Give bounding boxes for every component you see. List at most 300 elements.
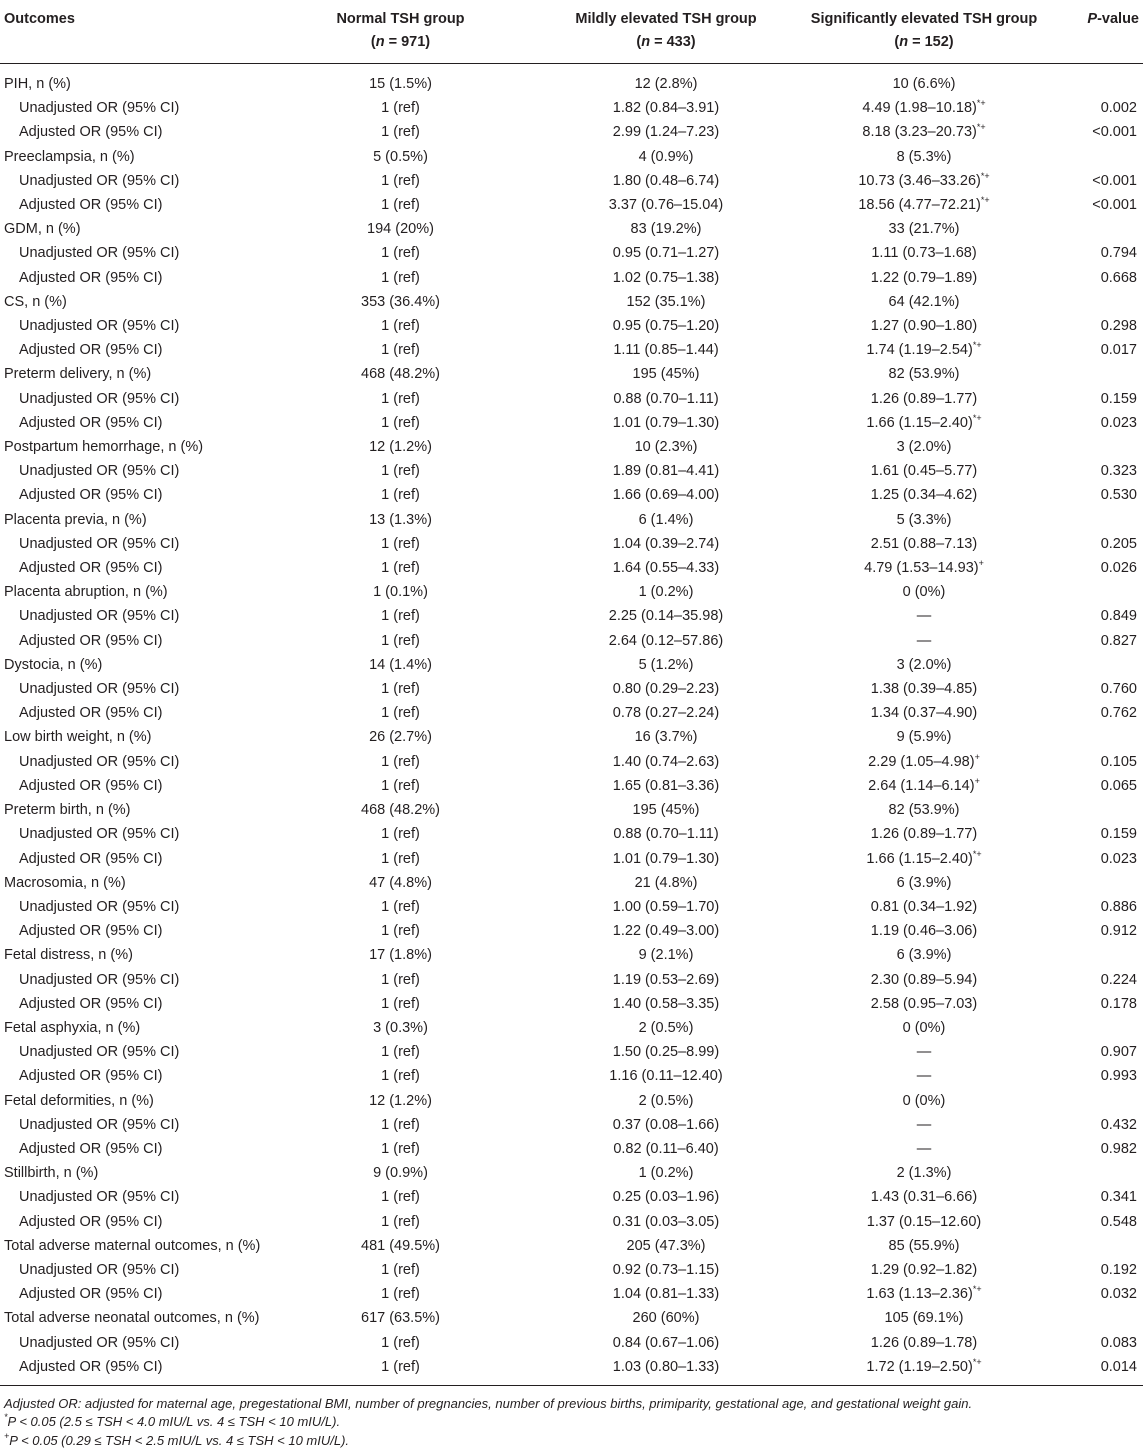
cell-mildly-elevated-tsh: 1.11 (0.85–1.44): [613, 342, 719, 359]
cell-mildly-elevated-tsh: 0.95 (0.71–1.27): [612, 245, 720, 262]
cell-mildly-elevated-tsh: 2.99 (1.24–7.23): [612, 124, 720, 141]
cell-p-value: 0.002: [1100, 100, 1137, 117]
row-label: Unadjusted OR (95% CI): [19, 753, 180, 770]
table-row-outcome: [0, 290, 1143, 314]
row-label: Adjusted OR (95% CI): [19, 705, 163, 722]
cell-normal-tsh: 1 (ref): [381, 777, 420, 794]
row-label: Adjusted OR (95% CI): [19, 1286, 163, 1303]
cell-value: 1.34 (0.37–4.90): [870, 705, 978, 722]
cell-p-value: [1059, 580, 1143, 604]
row-label: Unadjusted OR (95% CI): [19, 898, 180, 915]
cell-significantly-elevated-tsh: [789, 411, 1059, 435]
table-row-outcome: [0, 653, 1143, 677]
cell-significantly-elevated-tsh: [789, 96, 1059, 120]
cell-significantly-elevated-tsh: [789, 120, 1059, 144]
table-row-or: [0, 992, 1143, 1016]
cell-normal-tsh: 1 (ref): [381, 850, 420, 867]
row-label: Adjusted OR (95% CI): [19, 487, 163, 504]
table-row-or: [0, 604, 1143, 628]
cell-mildly-elevated-tsh: 0.82 (0.11–6.40): [613, 1140, 719, 1157]
cell-mildly-elevated-tsh: 1 (0.2%): [638, 584, 694, 601]
cell-significantly-elevated-tsh: [789, 798, 1059, 822]
cell-significantly-elevated-tsh: [789, 1282, 1059, 1306]
row-label: Preterm delivery, n (%): [4, 366, 152, 383]
cell-value: 1.11 (0.73–1.68): [871, 245, 977, 262]
cell-mildly-elevated-tsh: 195 (45%): [632, 802, 700, 819]
table-row-outcome: [0, 580, 1143, 604]
cell-value: 82 (53.9%): [888, 366, 960, 383]
row-label: Macrosomia, n (%): [4, 874, 126, 891]
table-row-outcome: [0, 145, 1143, 169]
table-row-outcome: [0, 64, 1143, 97]
cell-mildly-elevated-tsh: 0.88 (0.70–1.11): [613, 390, 719, 407]
cell-p-value: 0.849: [1100, 608, 1137, 625]
row-label: Unadjusted OR (95% CI): [19, 318, 180, 335]
cell-mildly-elevated-tsh: 2.64 (0.12–57.86): [608, 632, 724, 649]
cell-normal-tsh: 1 (ref): [381, 342, 420, 359]
header-outcomes: Outcomes: [0, 0, 258, 64]
cell-normal-tsh: 1 (ref): [258, 1355, 543, 1386]
row-label: Unadjusted OR (95% CI): [19, 390, 180, 407]
table-row-or: [0, 1355, 1143, 1386]
cell-value: 1.37 (0.15–12.60): [866, 1213, 982, 1230]
cell-value: 1.29 (0.92–1.82): [870, 1261, 978, 1278]
table-row-or: [0, 919, 1143, 943]
table-row-or: [0, 1210, 1143, 1234]
footnote: [0, 1432, 1143, 1450]
table-row-outcome: [0, 508, 1143, 532]
cell-significantly-elevated-tsh: [789, 314, 1059, 338]
row-label: Fetal deformities, n (%): [4, 1092, 154, 1109]
cell-value: 1.19 (0.46–3.06): [870, 923, 978, 940]
row-label: Unadjusted OR (95% CI): [19, 608, 180, 625]
cell-mildly-elevated-tsh: 0.95 (0.75–1.20): [612, 318, 720, 335]
group-n-value: = 971): [384, 34, 431, 50]
row-label: Stillbirth, n (%): [4, 1165, 99, 1182]
significance-marker: *+: [980, 170, 990, 181]
table-row-or: [0, 193, 1143, 217]
cell-p-value: <0.001: [1092, 124, 1137, 141]
cell-significantly-elevated-tsh: [789, 1161, 1059, 1185]
cell-value: 9 (5.9%): [896, 729, 952, 746]
cell-mildly-elevated-tsh: 1.22 (0.49–3.00): [612, 923, 720, 940]
cell-p-value: 0.298: [1100, 318, 1137, 335]
cell-normal-tsh: 1 (ref): [381, 898, 420, 915]
cell-significantly-elevated-tsh: [789, 992, 1059, 1016]
table-row-or: [0, 169, 1143, 193]
table-row-or: [0, 629, 1143, 653]
cell-significantly-elevated-tsh: [789, 217, 1059, 241]
cell-value: 2 (1.3%): [896, 1165, 952, 1182]
table-row-or: [0, 1282, 1143, 1306]
cell-significantly-elevated-tsh: [789, 145, 1059, 169]
cell-value: 1.66 (1.15–2.40): [866, 414, 973, 431]
cell-value: 2.29 (1.05–4.98): [868, 753, 975, 770]
cell-normal-tsh: 1 (ref): [381, 560, 420, 577]
cell-p-value: 0.026: [1100, 560, 1137, 577]
row-label: Adjusted OR (95% CI): [19, 995, 163, 1012]
cell-significantly-elevated-tsh: [789, 677, 1059, 701]
cell-normal-tsh: 194 (20%): [367, 221, 434, 238]
table-body: [0, 64, 1143, 1386]
table-row-outcome: [0, 1089, 1143, 1113]
significance-marker: *+: [972, 412, 982, 423]
row-label: Unadjusted OR (95% CI): [19, 1334, 180, 1351]
cell-significantly-elevated-tsh: [789, 968, 1059, 992]
table-row-outcome: [0, 1234, 1143, 1258]
cell-value: 18.56 (4.77–72.21): [858, 197, 981, 214]
header-significantly-elevated-tsh: [789, 0, 1059, 64]
cell-mildly-elevated-tsh: 260 (60%): [632, 1310, 700, 1327]
cell-p-value: 0.023: [1100, 414, 1137, 431]
cell-p-value: 0.982: [1100, 1140, 1137, 1157]
cell-p-value: 0.083: [1100, 1334, 1137, 1351]
group-n-label: n: [641, 34, 651, 50]
table-row-or: [0, 895, 1143, 919]
row-label: Unadjusted OR (95% CI): [19, 971, 180, 988]
cell-significantly-elevated-tsh: [789, 1089, 1059, 1113]
header-mildly-elevated-tsh: [543, 0, 789, 64]
cell-p-value: [1059, 1234, 1143, 1258]
cell-mildly-elevated-tsh: 0.25 (0.03–1.96): [612, 1189, 720, 1206]
cell-value: 105 (69.1%): [884, 1310, 964, 1327]
cell-significantly-elevated-tsh: [789, 193, 1059, 217]
cell-p-value: [1059, 798, 1143, 822]
cell-normal-tsh: 1 (ref): [381, 1286, 420, 1303]
cell-normal-tsh: 1 (ref): [381, 1189, 420, 1206]
cell-p-value: [1059, 1161, 1143, 1185]
group-n-value: = 433): [650, 34, 696, 50]
cell-normal-tsh: 1 (ref): [381, 245, 420, 262]
table-row-outcome: [0, 943, 1143, 967]
cell-mildly-elevated-tsh: 205 (47.3%): [626, 1237, 706, 1254]
cell-normal-tsh: 468 (48.2%): [361, 366, 440, 383]
cell-value: 1.63 (1.13–2.36): [866, 1286, 973, 1303]
cell-significantly-elevated-tsh: [789, 919, 1059, 943]
cell-normal-tsh: 353 (36.4%): [361, 293, 440, 310]
cell-normal-tsh: 1 (ref): [381, 197, 420, 214]
cell-value: 4.49 (1.98–10.18): [862, 100, 977, 117]
cell-normal-tsh: 3 (0.3%): [373, 1019, 428, 1036]
footnote-text: P < 0.05 (2.5 ≤ TSH < 4.0 mIU/L vs. 4 ≤ TSH < 10 mIU/L).: [7, 1414, 341, 1430]
cell-significantly-elevated-tsh: [789, 822, 1059, 846]
cell-mildly-elevated-tsh: 1.89 (0.81–4.41): [612, 463, 720, 480]
table-row-or: [0, 338, 1143, 362]
cell-significantly-elevated-tsh: [789, 943, 1059, 967]
row-label: Unadjusted OR (95% CI): [19, 100, 180, 117]
cell-mildly-elevated-tsh: 0.37 (0.08–1.66): [612, 1116, 720, 1133]
row-label: Adjusted OR (95% CI): [19, 269, 163, 286]
cell-p-value: 0.548: [1100, 1213, 1137, 1230]
cell-significantly-elevated-tsh: [789, 532, 1059, 556]
cell-mildly-elevated-tsh: 1 (0.2%): [638, 1165, 694, 1182]
table-row-or: [0, 1258, 1143, 1282]
cell-p-value: [1059, 1089, 1143, 1113]
cell-significantly-elevated-tsh: [789, 1185, 1059, 1209]
cell-normal-tsh: 1 (ref): [381, 463, 420, 480]
cell-p-value: [1059, 1016, 1143, 1040]
cell-normal-tsh: 1 (ref): [381, 318, 420, 335]
cell-significantly-elevated-tsh: [789, 653, 1059, 677]
cell-value: 3 (2.0%): [896, 656, 952, 673]
row-label: Placenta previa, n (%): [4, 511, 147, 528]
cell-mildly-elevated-tsh: 1.65 (0.81–3.36): [612, 777, 720, 794]
cell-value: 1.38 (0.39–4.85): [870, 681, 978, 698]
cell-p-value: 0.159: [1100, 826, 1137, 843]
cell-normal-tsh: 17 (1.8%): [369, 947, 432, 964]
cell-significantly-elevated-tsh: [789, 290, 1059, 314]
cell-normal-tsh: 1 (ref): [381, 826, 420, 843]
table-row-outcome: [0, 435, 1143, 459]
table-row-or: [0, 387, 1143, 411]
row-label: Dystocia, n (%): [4, 656, 103, 673]
cell-value: 1.25 (0.34–4.62): [870, 487, 978, 504]
cell-p-value: 0.794: [1100, 245, 1137, 262]
cell-normal-tsh: 26 (2.7%): [369, 729, 432, 746]
p-italic: P: [1087, 11, 1098, 27]
table-row-outcome: [0, 871, 1143, 895]
cell-value: 85 (55.9%): [888, 1237, 960, 1254]
cell-mildly-elevated-tsh: 2 (0.5%): [638, 1019, 694, 1036]
cell-value: 1.61 (0.45–5.77): [870, 463, 978, 480]
cell-normal-tsh: 1 (0.1%): [373, 584, 428, 601]
cell-normal-tsh: 1 (ref): [381, 971, 420, 988]
cell-p-value: 0.341: [1100, 1189, 1137, 1206]
cell-p-value: 0.224: [1100, 971, 1137, 988]
table-row-outcome: [0, 1161, 1143, 1185]
table-footnotes: [0, 1395, 1143, 1450]
significance-marker: *+: [976, 98, 986, 109]
cell-p-value: 0.105: [1100, 753, 1137, 770]
cell-mildly-elevated-tsh: 1.82 (0.84–3.91): [612, 100, 720, 117]
table-row-or: [0, 1040, 1143, 1064]
cell-value: 1.26 (0.89–1.77): [870, 826, 978, 843]
cell-normal-tsh: 1 (ref): [381, 1116, 420, 1133]
cell-normal-tsh: 1 (ref): [381, 1140, 420, 1157]
row-label: Unadjusted OR (95% CI): [19, 826, 180, 843]
cell-p-value: [1059, 290, 1143, 314]
cell-value: 2.58 (0.95–7.03): [870, 995, 978, 1012]
cell-normal-tsh: 1 (ref): [381, 632, 420, 649]
row-label: Unadjusted OR (95% CI): [19, 681, 180, 698]
table-row-or: [0, 411, 1143, 435]
table-row-outcome: [0, 725, 1143, 749]
footnote: [0, 1413, 1143, 1432]
cell-p-value: 0.017: [1100, 342, 1137, 359]
cell-value: 1.26 (0.89–1.77): [870, 390, 978, 407]
cell-significantly-elevated-tsh: [789, 1016, 1059, 1040]
cell-p-value: 0.432: [1100, 1116, 1137, 1133]
cell-p-value: 0.032: [1100, 1286, 1137, 1303]
cell-mildly-elevated-tsh: 1.04 (0.39–2.74): [612, 535, 720, 552]
cell-value: 8 (5.3%): [896, 148, 952, 165]
cell-value: 2.30 (0.89–5.94): [870, 971, 978, 988]
cell-value: 1.72 (1.19–2.50): [866, 1358, 973, 1375]
cell-normal-tsh: 1 (ref): [381, 1044, 420, 1061]
cell-normal-tsh: 1 (ref): [381, 1068, 420, 1085]
cell-normal-tsh: 47 (4.8%): [369, 874, 432, 891]
cell-mildly-elevated-tsh: 16 (3.7%): [634, 729, 698, 746]
significance-marker: *+: [980, 195, 990, 206]
cell-significantly-elevated-tsh: [789, 556, 1059, 580]
cell-mildly-elevated-tsh: 1.16 (0.11–12.40): [609, 1068, 723, 1085]
table-row-outcome: [0, 1306, 1143, 1330]
cell-mildly-elevated-tsh: 1.40 (0.58–3.35): [612, 995, 720, 1012]
cell-mildly-elevated-tsh: 2 (0.5%): [638, 1092, 694, 1109]
cell-significantly-elevated-tsh: [789, 241, 1059, 265]
cell-significantly-elevated-tsh: [789, 1064, 1059, 1088]
group-n-value: = 152): [908, 34, 954, 50]
cell-significantly-elevated-tsh: [789, 64, 1059, 97]
cell-mildly-elevated-tsh: 1.01 (0.79–1.30): [612, 414, 720, 431]
cell-p-value: [1059, 145, 1143, 169]
cell-p-value: 0.192: [1100, 1261, 1137, 1278]
row-label: Adjusted OR (95% CI): [19, 124, 163, 141]
group-name: Mildly elevated TSH group: [575, 11, 757, 27]
cell-normal-tsh: 1 (ref): [381, 1213, 420, 1230]
cell-normal-tsh: 1 (ref): [381, 100, 420, 117]
cell-normal-tsh: 1 (ref): [381, 1261, 420, 1278]
cell-p-value: 0.205: [1100, 535, 1137, 552]
cell-mildly-elevated-tsh: 12 (2.8%): [634, 76, 698, 92]
cell-value: 6 (3.9%): [896, 947, 952, 964]
cell-value: —: [916, 1116, 932, 1133]
cell-significantly-elevated-tsh: [789, 774, 1059, 798]
cell-mildly-elevated-tsh: 0.88 (0.70–1.11): [613, 826, 719, 843]
row-label: Adjusted OR (95% CI): [19, 1213, 163, 1230]
row-label: Adjusted OR (95% CI): [19, 342, 163, 359]
table-row-or: [0, 847, 1143, 871]
cell-p-value: [1059, 653, 1143, 677]
table-row-or: [0, 701, 1143, 725]
cell-p-value: [1059, 435, 1143, 459]
cell-value: 8.18 (3.23–20.73): [862, 124, 977, 141]
cell-significantly-elevated-tsh: [789, 895, 1059, 919]
significance-marker: +: [974, 751, 980, 762]
cell-significantly-elevated-tsh: [789, 387, 1059, 411]
cell-p-value: <0.001: [1092, 197, 1137, 214]
cell-p-value: 0.065: [1100, 777, 1137, 794]
cell-normal-tsh: 617 (63.5%): [361, 1310, 440, 1327]
cell-mildly-elevated-tsh: 10 (2.3%): [634, 439, 698, 456]
row-label: Preeclampsia, n (%): [4, 148, 135, 165]
cell-normal-tsh: 1 (ref): [381, 535, 420, 552]
cell-value: 10.73 (3.46–33.26): [858, 172, 981, 189]
group-name: Significantly elevated TSH group: [810, 11, 1038, 27]
group-n-label: n: [375, 34, 385, 50]
table-row-or: [0, 314, 1143, 338]
cell-significantly-elevated-tsh: [789, 1306, 1059, 1330]
row-label: Total adverse neonatal outcomes, n (%): [4, 1310, 260, 1327]
cell-mildly-elevated-tsh: 1.04 (0.81–1.33): [612, 1286, 720, 1303]
cell-normal-tsh: 1 (ref): [381, 487, 420, 504]
group-n-prefix: (: [894, 34, 900, 50]
cell-mildly-elevated-tsh: 1.40 (0.74–2.63): [612, 753, 720, 770]
footnote-text: Adjusted OR: adjusted for maternal age, pregestational BMI, number of pregnancies, number of previous births, primiparity, gestational age, and gestational weight gain.: [4, 1395, 973, 1411]
cell-value: 5 (3.3%): [896, 511, 952, 528]
row-label: PIH, n (%): [4, 76, 71, 92]
row-label: Adjusted OR (95% CI): [19, 1140, 163, 1157]
row-label: Adjusted OR (95% CI): [19, 197, 163, 214]
cell-normal-tsh: 1 (ref): [381, 705, 420, 722]
table-row-or: [0, 1185, 1143, 1209]
table-row-or: [0, 677, 1143, 701]
cell-p-value: 0.178: [1100, 995, 1137, 1012]
cell-significantly-elevated-tsh: [789, 871, 1059, 895]
table-row-or: [0, 532, 1143, 556]
cell-p-value: 0.014: [1059, 1355, 1143, 1386]
significance-marker: *+: [976, 122, 986, 133]
cell-p-value: [1059, 871, 1143, 895]
cell-normal-tsh: 1 (ref): [381, 172, 420, 189]
cell-significantly-elevated-tsh: [789, 750, 1059, 774]
cell-p-value: [1059, 217, 1143, 241]
row-label: Placenta abruption, n (%): [4, 584, 168, 601]
cell-p-value: <0.001: [1092, 172, 1137, 189]
row-label: Adjusted OR (95% CI): [0, 1355, 258, 1386]
cell-value: 0.81 (0.34–1.92): [870, 898, 978, 915]
cell-mildly-elevated-tsh: 1.80 (0.48–6.74): [612, 172, 720, 189]
cell-p-value: 0.907: [1100, 1044, 1137, 1061]
row-label: Adjusted OR (95% CI): [19, 923, 163, 940]
cell-p-value: [1059, 1306, 1143, 1330]
row-label: Preterm birth, n (%): [4, 802, 131, 819]
cell-value: 0 (0%): [902, 1019, 946, 1036]
cell-significantly-elevated-tsh: [789, 629, 1059, 653]
row-label: Adjusted OR (95% CI): [19, 850, 163, 867]
cell-p-value: 0.668: [1100, 269, 1137, 286]
table-row-outcome: [0, 1016, 1143, 1040]
cell-significantly-elevated-tsh: [789, 847, 1059, 871]
row-label: Unadjusted OR (95% CI): [19, 535, 180, 552]
group-name: Normal TSH group: [336, 11, 465, 27]
cell-p-value: 0.993: [1100, 1068, 1137, 1085]
row-label: Adjusted OR (95% CI): [19, 560, 163, 577]
footnote-text: P < 0.05 (0.29 ≤ TSH < 2.5 mIU/L vs. 4 ≤ TSH < 10 mIU/L).: [9, 1432, 350, 1448]
table-row-or: [0, 968, 1143, 992]
row-label: Unadjusted OR (95% CI): [19, 1261, 180, 1278]
cell-value: 64 (42.1%): [888, 293, 960, 310]
row-label: Unadjusted OR (95% CI): [19, 1116, 180, 1133]
row-label: Low birth weight, n (%): [4, 729, 152, 746]
cell-p-value: [1059, 362, 1143, 386]
row-label: Adjusted OR (95% CI): [19, 1068, 163, 1085]
cell-normal-tsh: 1 (ref): [381, 608, 420, 625]
cell-significantly-elevated-tsh: [789, 435, 1059, 459]
cell-value: 1.27 (0.90–1.80): [870, 318, 978, 335]
row-label: Unadjusted OR (95% CI): [19, 245, 180, 262]
cell-value: 4.79 (1.53–14.93): [864, 560, 979, 577]
table-row-or: [0, 774, 1143, 798]
cell-mildly-elevated-tsh: 1.02 (0.75–1.38): [612, 269, 720, 286]
cell-value: 0 (0%): [902, 584, 946, 601]
cell-normal-tsh: 481 (49.5%): [361, 1237, 440, 1254]
cell-significantly-elevated-tsh: [789, 169, 1059, 193]
cell-p-value: 0.159: [1100, 390, 1137, 407]
cell-value: 3 (2.0%): [896, 439, 952, 456]
cell-mildly-elevated-tsh: 0.92 (0.73–1.15): [612, 1261, 720, 1278]
cell-p-value: 0.886: [1100, 898, 1137, 915]
significance-marker: +: [974, 775, 980, 786]
cell-normal-tsh: 468 (48.2%): [361, 802, 440, 819]
row-label: Total adverse maternal outcomes, n (%): [4, 1237, 261, 1254]
row-label: Adjusted OR (95% CI): [19, 414, 163, 431]
table-row-or: [0, 1064, 1143, 1088]
cell-significantly-elevated-tsh: [789, 1137, 1059, 1161]
cell-normal-tsh: 1 (ref): [381, 124, 420, 141]
table-row-or: [0, 266, 1143, 290]
cell-p-value: 0.827: [1100, 632, 1137, 649]
